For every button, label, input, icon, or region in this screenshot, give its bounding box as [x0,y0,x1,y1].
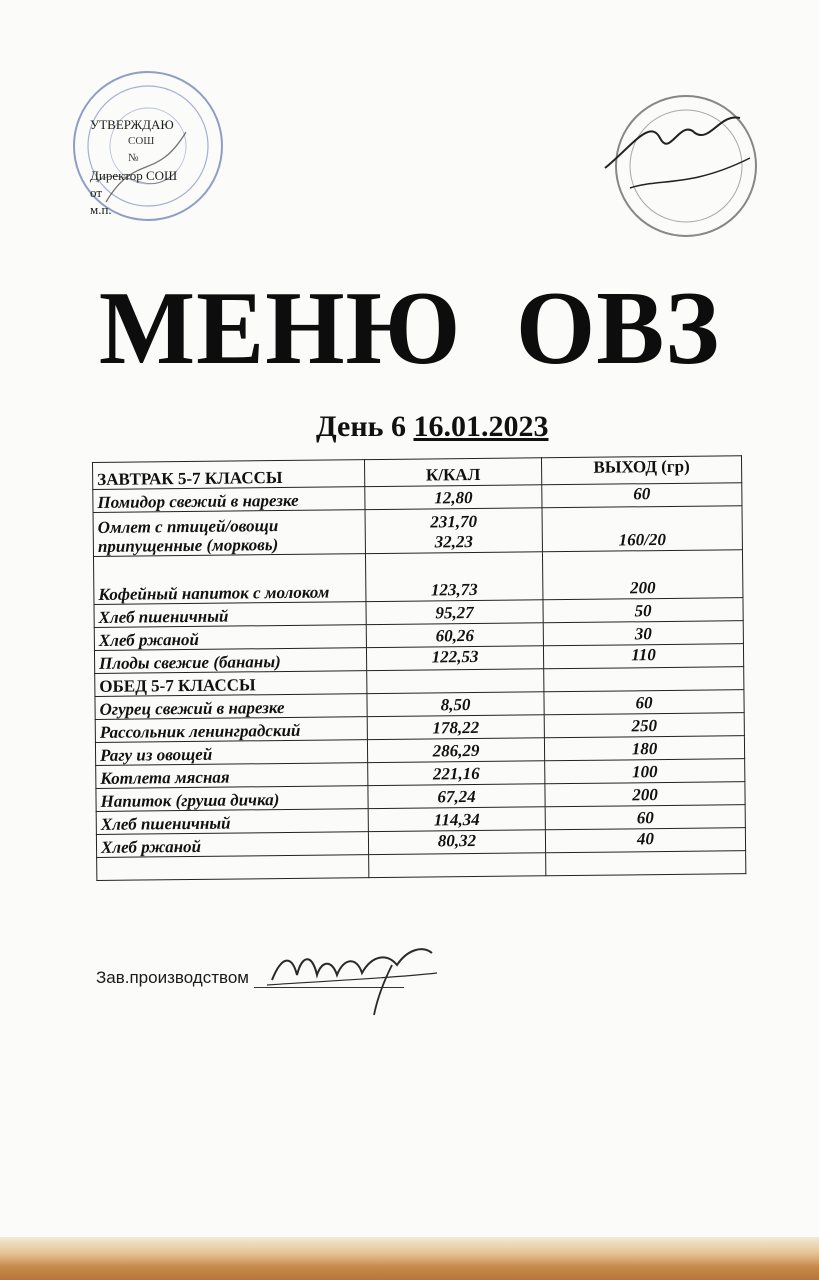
dish-output: 250 [544,713,744,738]
dish-name: Хлеб пшеничный [96,809,368,835]
dish-output: 180 [544,736,744,761]
dish-kcal: 12,80 [365,485,542,510]
dish-kcal: 178,22 [367,715,544,740]
production-manager-signature [262,935,442,1020]
dish-output: 30 [543,621,743,646]
wooden-table-edge [0,1237,819,1280]
dish-name: Кофейный напиток с молоком [93,554,365,605]
dish-kcal: 80,32 [368,830,545,855]
dish-name: Хлеб пшеничный [94,602,366,628]
table-row [93,550,742,605]
header-kcal: К/КАЛ [364,458,541,487]
footer-label: Зав.производством [96,968,249,987]
dish-name: Напиток (груша дичка) [96,786,368,812]
day-heading [316,410,548,444]
header-output: ВЫХОД (гр) [541,456,741,485]
dish-output: 40 [545,828,745,853]
page-title: МЕНЮ ОВЗ [98,270,721,387]
dish-kcal: 114,34 [368,807,545,832]
dish-output: 100 [545,759,745,784]
empty-cell [97,855,369,881]
section-lunch: ОБЕД 5-7 КЛАССЫ [95,671,367,697]
dish-kcal: 60,26 [366,623,543,648]
empty-cell [544,667,744,692]
dish-output: 60 [544,690,744,715]
header-breakfast: ЗАВТРАК 5-7 КЛАССЫ [93,460,365,490]
dish-output: 200 [545,782,745,807]
signature-seal-stamp [600,78,765,248]
dish-output: 110 [543,644,743,669]
empty-cell [369,853,546,878]
approval-title: УТВЕРЖДАЮ [90,117,174,132]
dish-name: Рагу из овощей [95,740,367,766]
dish-kcal: 122,53 [366,646,543,671]
approval-school: СОШ [128,135,155,147]
dish-kcal: 8,50 [367,692,544,717]
menu-table [92,455,746,881]
approval-number: № [128,152,139,164]
approval-stamp-place: м.п. [90,202,112,217]
dish-kcal: 95,27 [366,600,543,625]
dish-kcal-line1: 231,70 [430,511,478,532]
approval-director: Директор СОШ [90,168,178,183]
dish-name: Хлеб ржаной [94,625,366,651]
dish-output: 50 [543,598,743,623]
dish-output: 60 [542,483,742,508]
dish-kcal [365,508,542,554]
dish-name: Котлета мясная [96,763,368,789]
empty-cell [367,669,544,694]
dish-name: Огурец свежий в нарезке [95,694,367,720]
day-label: День 6 [316,410,406,443]
dish-output: 60 [545,805,745,830]
day-date: 16.01.2023 [413,410,549,443]
table-row [93,506,742,557]
dish-output: 200 [542,550,742,600]
dish-kcal-line2: 32,23 [434,532,474,552]
dish-kcal: 286,29 [367,738,544,763]
dish-name: Рассольник ленинградский [95,717,367,743]
dish-name: Помидор свежий в нарезке [93,487,365,513]
dish-kcal: 221,16 [368,761,545,786]
approval-from: от [90,185,103,200]
dish-kcal: 123,73 [365,552,542,602]
empty-cell [546,851,746,876]
dish-name: Плоды свежие (бананы) [94,648,366,674]
dish-name: Хлеб ржаной [96,832,368,858]
dish-name: Омлет с птицей/овощи припущенные (морковь) [93,510,365,557]
approval-block [90,116,177,218]
dish-kcal: 67,24 [368,784,545,809]
dish-output: 160/20 [542,506,742,552]
